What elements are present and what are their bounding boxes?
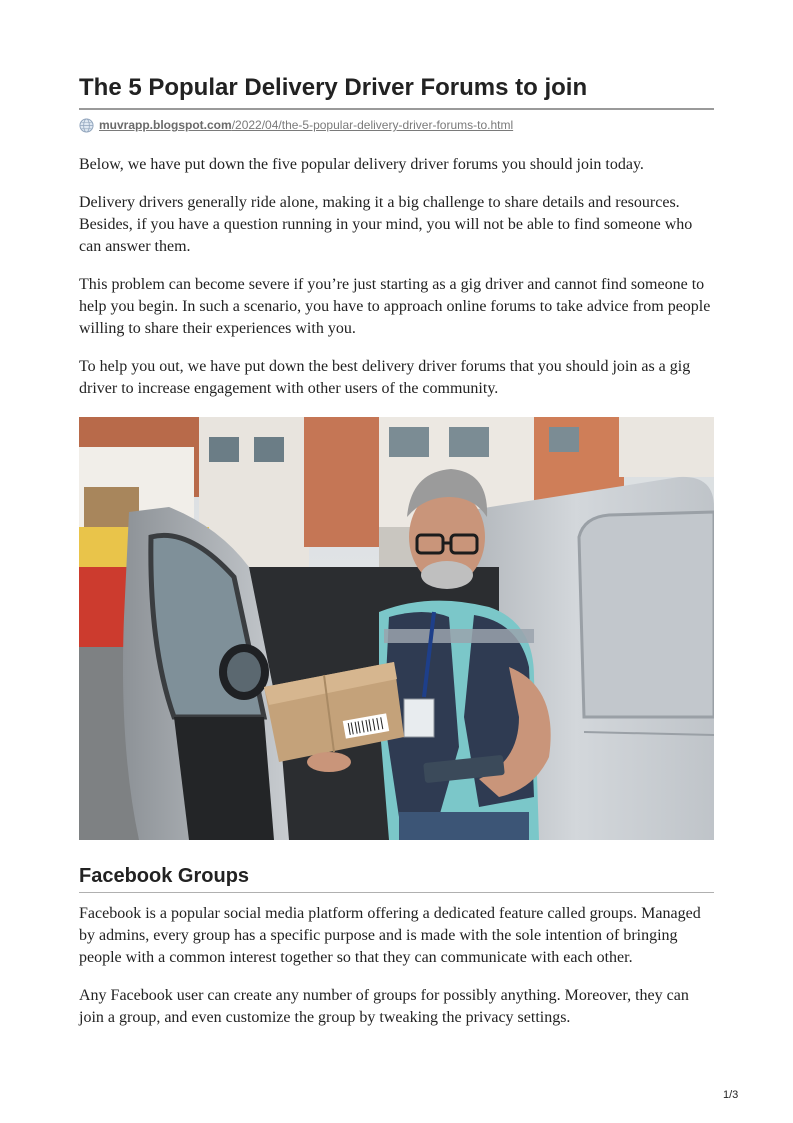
source-domain: muvrapp.blogspot.com [99,118,232,132]
page-number: 1/3 [723,1089,739,1101]
source-link[interactable] [99,118,513,132]
paragraph-2: Delivery drivers generally ride alone, making it a big challenge to share details and resources. Besides, if you have a question running in your mind, you will not be able to find someone who can answer them. [79,194,693,255]
hero-image-delivery-driver [79,417,714,840]
source-path: /2022/04/the-5-popular-delivery-driver-forums-to.html [231,118,514,132]
globe-icon [79,118,94,133]
paragraph-intro: Below, we have put down the five popular delivery driver forums you should join today. [79,156,644,173]
article [79,72,714,1029]
section-paragraph-2: Any Facebook user can create any number of groups for possibly anything. Moreover, they can join a group, and even customize the group by tweaking the privacy settings. [79,987,689,1026]
section-paragraph-1: Facebook is a popular social media platform offering a dedicated feature called groups. Managed by admins, every group has a specific purpose and is made with the sole intention of bringing people with a common interest together so that they can communicate with each other. [79,905,701,966]
paragraph-3: This problem can become severe if you’re just starting as a gig driver and cannot find someone to help you begin. In such a scenario, you have to approach online forums to take advice from people willing to share their experiences with you. [79,276,711,337]
source-line [79,116,714,134]
article-title: The 5 Popular Delivery Driver Forums to join [79,72,714,110]
section-heading-facebook-groups: Facebook Groups [79,862,714,893]
paragraph-4: To help you out, we have put down the best delivery driver forums that you should join as a gig driver to increase engagement with other users of the community. [79,358,691,397]
